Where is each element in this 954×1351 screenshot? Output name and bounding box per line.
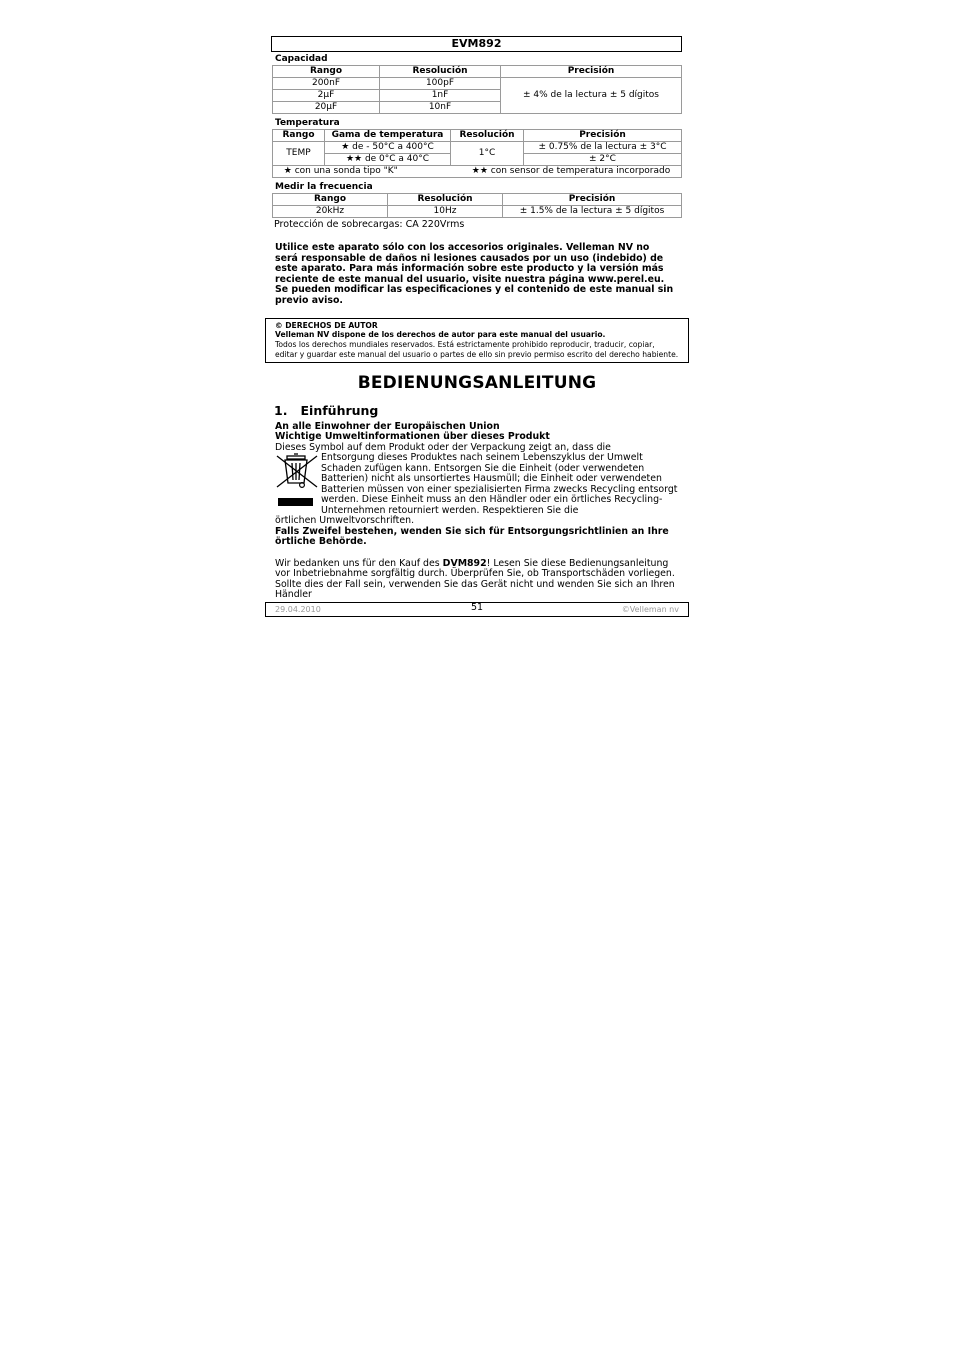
temperatura-title: Temperatura (275, 118, 340, 128)
col-rango: Rango (273, 130, 325, 142)
table-row (273, 206, 682, 218)
german-intro (275, 422, 679, 601)
cell: 1nF (380, 90, 501, 102)
cell: 20µF (273, 102, 380, 114)
copyright-text: Todos los derechos mundiales reservados. Está estrictamente prohibido reproducir, traducir, copiar, editar y guardar este manual del usuario o partes de ello sin previo permiso escrito del derecho habiente. (275, 340, 679, 359)
capacidad-title: Capacidad (275, 54, 328, 64)
footer-brand: ©Velleman nv (621, 604, 679, 614)
cell: 20kHz (273, 206, 388, 218)
thanks-text-b: ! Lesen Sie diese Bedienungsanleitung vor Inbetriebnahme sorgfältig durch. Überprüfen Sie, ob Transportschäden vorliegen. Sollte dies der Fall sein, verwenden Sie das Gerät nicht und wenden Sie sich an Ihren Händler (275, 557, 675, 601)
cell: 200nF (273, 78, 380, 90)
cell: ★ de - 50°C a 400°C (325, 142, 451, 154)
frecuencia-table (272, 193, 682, 218)
cell: 100pF (380, 78, 501, 90)
cell-precision: ± 4% de la lectura ± 5 dígitos (501, 78, 682, 114)
table-row-notes (273, 166, 682, 178)
weee-block (275, 453, 679, 516)
disclaimer-paragraph: Utilice este aparato sólo con los accesorios originales. Velleman NV no será responsable de daños ni lesiones causados por un uso (indebido) de este aparato. Para más información sobre este producto y la versión más reciente de este manual del usuario, visite nuestra página www.perel.eu. Se pueden modificar las especificaciones y el contenido de este manual sin previo aviso. (275, 242, 674, 306)
footer-date: 29.04.2010 (275, 604, 321, 614)
frecuencia-title: Medir la frecuencia (275, 182, 373, 192)
cell: ± 0.75% de la lectura ± 3°C (524, 142, 682, 154)
manual-page (265, 36, 689, 617)
eu-residents-line: An alle Einwohner der Europäischen Union (275, 420, 500, 432)
copyright-box (265, 318, 689, 363)
cell: 2µF (273, 90, 380, 102)
table-row (273, 78, 682, 90)
col-precision: Precisión (501, 66, 682, 78)
symbol-intro-line: Dieses Symbol auf dem Produkt oder der Verpackung zeigt an, dass die (275, 441, 611, 453)
cell: TEMP (273, 142, 325, 166)
cell: ± 2°C (524, 154, 682, 166)
capacidad-table (272, 65, 682, 114)
col-resolucion: Resolución (451, 130, 524, 142)
note-k-probe: ★ con una sonda tipo "K" (283, 166, 398, 176)
page-footer (265, 602, 689, 617)
thanks-paragraph (275, 559, 679, 601)
section-heading (274, 403, 689, 419)
cell: 10Hz (388, 206, 503, 218)
cell: 1°C (451, 142, 524, 166)
copyright-bold: Velleman NV dispone de los derechos de autor para este manual del usuario. (275, 330, 606, 340)
note-internal-sensor: ★★ con sensor de temperatura incorporado (471, 166, 671, 176)
overload-protection: Protección de sobrecargas: CA 220Vrms (274, 219, 465, 230)
model-header: EVM892 (271, 36, 682, 52)
footer-page-number: 51 (470, 601, 484, 613)
table-row (273, 142, 682, 154)
col-resolucion: Resolución (388, 194, 503, 206)
col-precision: Precisión (503, 194, 682, 206)
crossed-bin-icon (275, 453, 321, 509)
copyright-heading: © DERECHOS DE AUTOR (275, 320, 378, 330)
section-number: 1. (274, 402, 288, 418)
col-rango: Rango (273, 194, 388, 206)
main-title: BEDIENUNGSANLEITUNG (357, 372, 597, 393)
col-rango: Rango (273, 66, 380, 78)
section-title: Einführung (300, 402, 379, 418)
col-gama: Gama de temperatura (325, 130, 451, 142)
cell: ± 1.5% de la lectura ± 5 dígitos (503, 206, 682, 218)
weee-text: Entsorgung dieses Produktes nach seinem Lebenszyklus der Umwelt Schaden zufügen kann. Entsorgen Sie die Einheit (oder verwendeten Batterien) nicht als unsortiertes Hausmüll; die Einheit oder verwendeten Batterien müssen von einer spezialisierten Firma zwecks Recycling entsorgt werden. Diese Einheit muss an den Händler oder ein örtliches Recycling-Unternehmen retourniert werden. Respektieren Sie die (321, 452, 678, 516)
col-resolucion: Resolución (380, 66, 501, 78)
cell: ★★ de 0°C a 40°C (325, 154, 451, 166)
weee-tail: örtlichen Umweltvorschriften. (275, 515, 415, 527)
temperatura-table (272, 129, 682, 178)
doubt-line: Falls Zweifel bestehen, wenden Sie sich für Entsorgungsrichtlinien an Ihre örtliche Behörde. (275, 525, 669, 548)
thanks-model: DVM892 (442, 557, 487, 569)
thanks-text-a: Wir bedanken uns für den Kauf des (275, 557, 443, 569)
cell: 10nF (380, 102, 501, 114)
env-info-line: Wichtige Umweltinformationen über dieses Produkt (275, 431, 550, 443)
col-precision: Precisión (524, 130, 682, 142)
